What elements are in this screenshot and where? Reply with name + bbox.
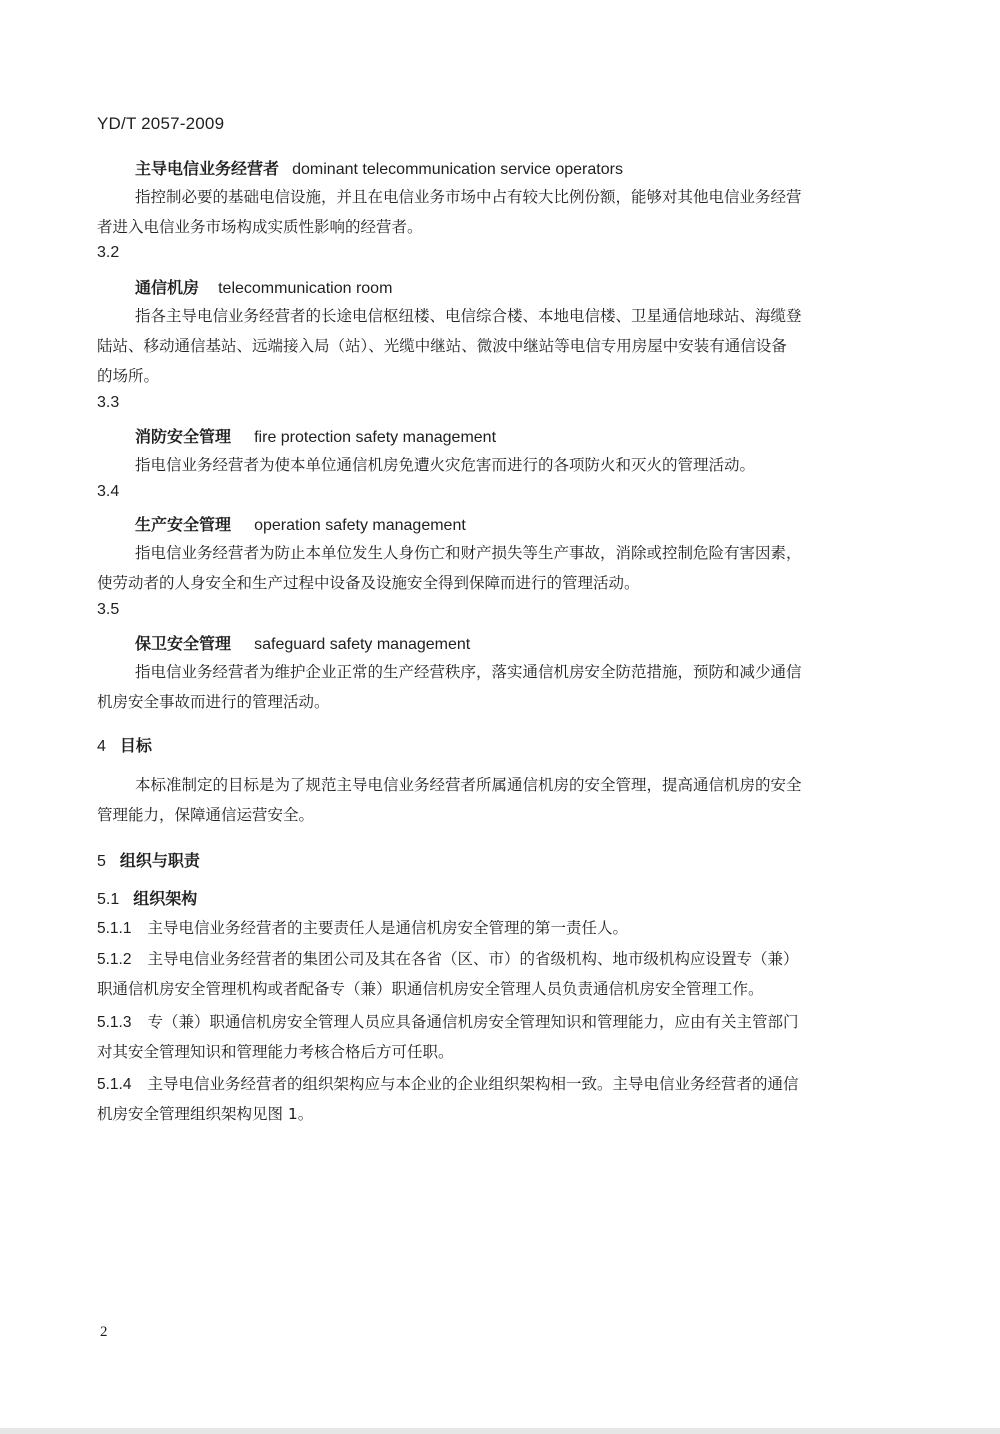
term-definition xyxy=(97,657,919,717)
term-en: fire protection safety management xyxy=(254,429,497,446)
clause-text: 主导电信业务经营者的主要责任人是通信机房安全管理的第一责任人。 xyxy=(147,919,628,937)
term-definition xyxy=(97,538,919,598)
clause-text: 专（兼）职通信机房安全管理人员应具备通信机房安全管理知识和管理能力，应由有关主管部门 xyxy=(147,1013,799,1031)
clause-text: 主导电信业务经营者的组织架构应与本企业的企业组织架构相一致。主导电信业务经营者的通信 xyxy=(147,1075,799,1093)
clause-text: 对其安全管理知识和管理能力考核合格后方可任职。 xyxy=(97,1043,454,1061)
section-body xyxy=(97,770,919,830)
definition-line: 指电信业务经营者为维护企业正常的生产经营秩序，落实通信机房安全防范措施，预防和减少通信 xyxy=(135,663,802,681)
term-heading xyxy=(135,512,466,535)
definition-line: 的场所。 xyxy=(97,367,160,385)
subsection-number: 5.1 xyxy=(97,891,120,908)
clause-5-1-3 xyxy=(97,1007,919,1067)
term-number: 3.5 xyxy=(97,601,120,618)
term-number: 3.2 xyxy=(97,244,120,261)
term-en: telecommunication room xyxy=(218,280,393,297)
section-number: 4 xyxy=(97,738,106,755)
definition-line: 指电信业务经营者为防止本单位发生人身伤亡和财产损失等生产事故，消除或控制危险有害因素， xyxy=(135,544,802,562)
section-heading xyxy=(97,848,200,871)
clause-number: 5.1.1 xyxy=(97,920,132,937)
page-number: 2 xyxy=(100,1324,108,1340)
term-definition xyxy=(97,301,919,391)
subsection-heading xyxy=(97,886,197,909)
clause-5-1-4 xyxy=(97,1069,919,1129)
standard-number-header: YD/T 2057-2009 xyxy=(97,114,225,133)
term-heading xyxy=(135,275,392,298)
section-title: 目标 xyxy=(119,736,152,755)
term-zh: 主导电信业务经营者 xyxy=(135,159,280,178)
definition-line: 指控制必要的基础电信设施，并且在电信业务市场中占有较大比例份额，能够对其他电信业务经营 xyxy=(135,188,802,206)
clause-text: 机房安全管理组织架构见图 1。 xyxy=(97,1105,314,1123)
term-heading xyxy=(135,631,470,654)
term-number: 3.4 xyxy=(97,483,120,500)
definition-line: 陆站、移动通信基站、远端接入局（站）、光缆中继站、微波中继站等电信专用房屋中安装有通信设备 xyxy=(97,337,787,355)
section-number: 5 xyxy=(97,853,106,870)
definition-line: 使劳动者的人身安全和生产过程中设备及设施安全得到保障而进行的管理活动。 xyxy=(97,574,640,592)
clause-5-1-1 xyxy=(97,913,919,943)
bottom-edge-strip xyxy=(0,1428,1000,1434)
clause-text: 职通信机房安全管理机构或者配备专（兼）职通信机房安全管理人员负责通信机房安全管理工作。 xyxy=(97,980,764,998)
section-title: 组织与职责 xyxy=(119,851,200,870)
subsection-title: 组织架构 xyxy=(133,889,198,908)
term-zh: 生产安全管理 xyxy=(135,515,232,534)
clause-number: 5.1.2 xyxy=(97,951,132,968)
clause-number: 5.1.3 xyxy=(97,1014,132,1031)
term-zh: 消防安全管理 xyxy=(135,427,232,446)
term-heading xyxy=(135,156,623,179)
term-en: operation safety management xyxy=(254,517,466,534)
definition-line: 指电信业务经营者为使本单位通信机房免遭火灾危害而进行的各项防火和灭火的管理活动。 xyxy=(135,456,756,474)
clause-number: 5.1.4 xyxy=(97,1076,132,1093)
term-en: dominant telecommunication service operators xyxy=(292,161,623,178)
term-zh: 通信机房 xyxy=(135,278,200,297)
section-heading xyxy=(97,733,152,756)
definition-line: 机房安全事故而进行的管理活动。 xyxy=(97,693,330,711)
term-zh: 保卫安全管理 xyxy=(135,634,232,653)
definition-line: 者进入电信业务市场构成实质性影响的经营者。 xyxy=(97,218,423,236)
term-number: 3.3 xyxy=(97,394,120,411)
term-definition xyxy=(97,182,919,242)
term-heading xyxy=(135,424,496,447)
term-en: safeguard safety management xyxy=(254,636,471,653)
definition-line: 指各主导电信业务经营者的长途电信枢纽楼、电信综合楼、本地电信楼、卫星通信地球站、海缆登 xyxy=(135,307,802,325)
clause-text: 主导电信业务经营者的集团公司及其在各省（区、市）的省级机构、地市级机构应设置专（兼） xyxy=(147,950,799,968)
term-definition xyxy=(97,450,919,480)
body-line: 本标准制定的目标是为了规范主导电信业务经营者所属通信机房的安全管理，提高通信机房的安全 xyxy=(135,776,802,794)
clause-5-1-2 xyxy=(97,944,919,1004)
body-line: 管理能力，保障通信运营安全。 xyxy=(97,806,315,824)
